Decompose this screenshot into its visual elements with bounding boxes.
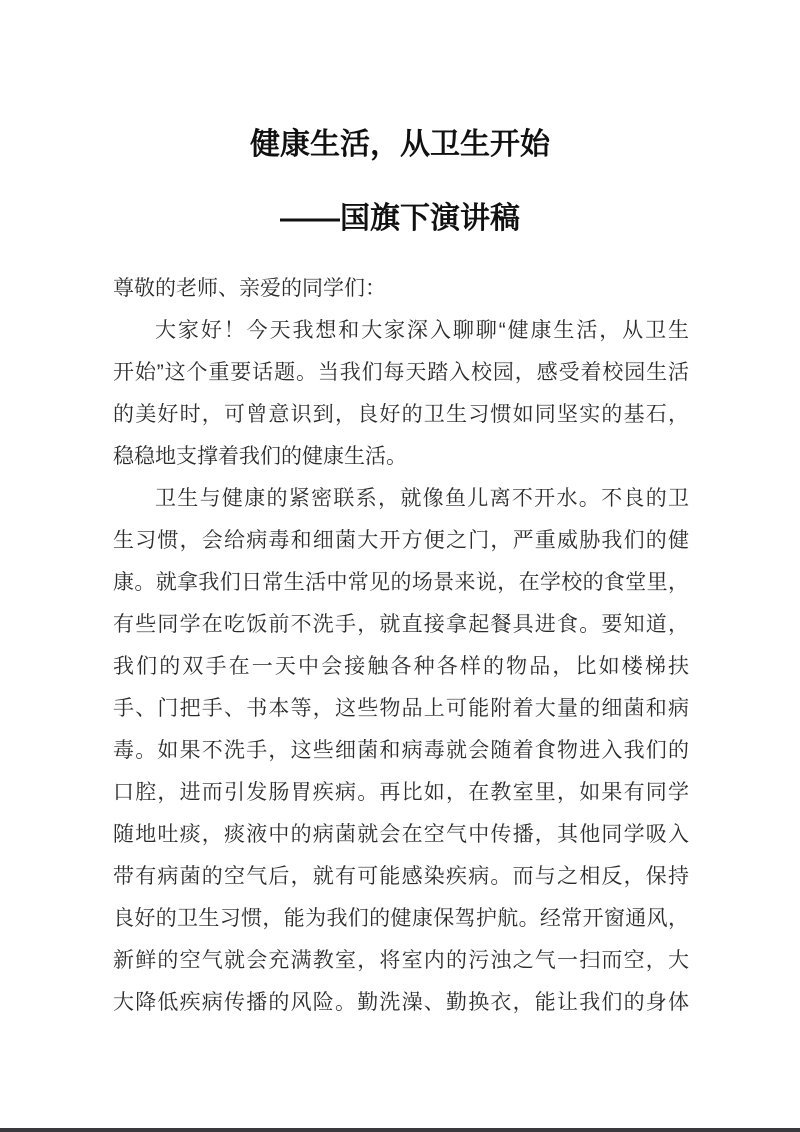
paragraph2-line-2: 生习惯，会给病毒和细菌大开方便之门，严重威胁我们的健 xyxy=(113,529,689,552)
paragraph2-line-6: 手、门把手、书本等，这些物品上可能附着大量的细菌和病 xyxy=(113,697,689,720)
paragraph2-line-12: 新鲜的空气就会充满教室，将室内的污浊之气一扫而空，大 xyxy=(113,949,689,972)
paragraph2-line-10: 带有病菌的空气后，就有可能感染疾病。而与之相反，保持 xyxy=(113,865,689,888)
paragraph2-line-4: 有些同学在吃饭前不洗手，就直接拿起餐具进食。要知道， xyxy=(113,613,689,636)
page-bottom-divider xyxy=(0,1128,800,1132)
paragraph1-line-4: 稳稳地支撑着我们的健康生活。 xyxy=(113,445,407,468)
paragraph2-line-11: 良好的卫生习惯，能为我们的健康保驾护航。经常开窗通风， xyxy=(113,907,689,930)
paragraph2-line-13: 大降低疾病传播的风险。勤洗澡、勤换衣，能让我们的身体 xyxy=(113,991,689,1014)
salutation-line: 尊敬的老师、亲爱的同学们： xyxy=(113,277,386,300)
paragraph1-line-1: 大家好！今天我想和大家深入聊聊“健康生活，从卫生 xyxy=(155,319,689,342)
paragraph2-line-3: 康。就拿我们日常生活中常见的场景来说，在学校的食堂里， xyxy=(113,571,689,594)
paragraph2-line-5: 我们的双手在一天中会接触各种各样的物品，比如楼梯扶 xyxy=(113,655,689,678)
document-body xyxy=(113,268,689,1024)
paragraph2-line-9: 随地吐痰，痰液中的病菌就会在空气中传播，其他同学吸入 xyxy=(113,823,689,846)
paragraph2-line-7: 毒。如果不洗手，这些细菌和病毒就会随着食物进入我们的 xyxy=(113,739,689,762)
document-title: 健康生活，从卫生开始 xyxy=(250,128,550,161)
paragraph2-line-8: 口腔，进而引发肠胃疾病。再比如，在教室里，如果有同学 xyxy=(113,781,689,804)
paragraph2-line-1: 卫生与健康的紧密联系，就像鱼儿离不开水。不良的卫 xyxy=(155,487,689,510)
paragraph1-line-3: 的美好时，可曾意识到，良好的卫生习惯如同坚实的基石， xyxy=(113,403,689,426)
document-subtitle: ——国旗下演讲稿 xyxy=(280,202,520,235)
paragraph1-line-2: 开始”这个重要话题。当我们每天踏入校园，感受着校园生活 xyxy=(113,361,689,384)
